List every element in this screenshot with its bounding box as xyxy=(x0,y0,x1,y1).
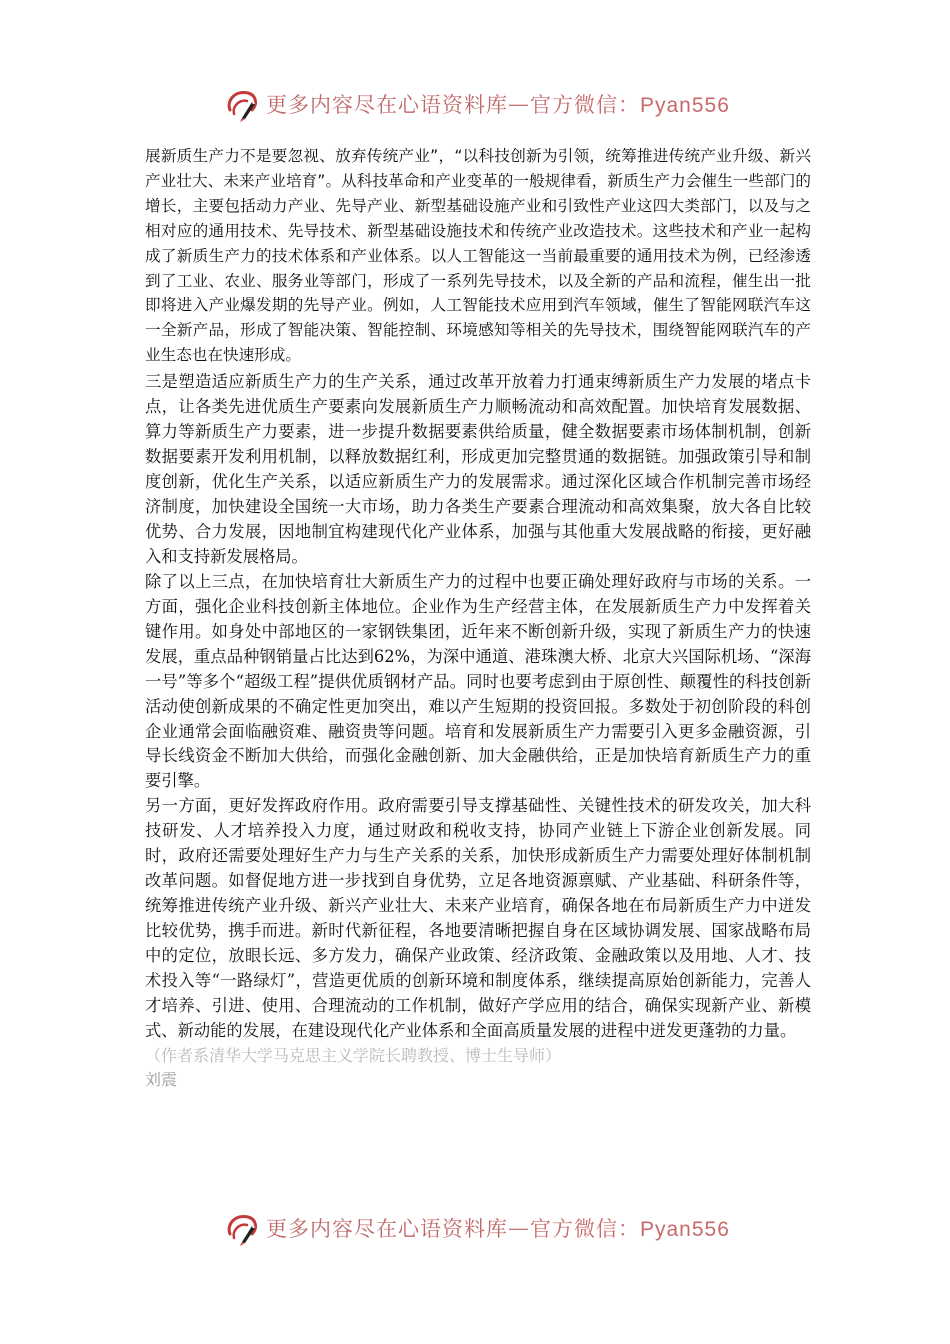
paragraph-continued: 展新质生产力不是要忽视、放弃传统产业”，“以科技创新为引领，统筹推进传统产业升级、新兴产业壮大、未来产业培育”。从科技革命和产业变革的一般规律看，新质生产力会催生一些部门的增长，主要包括动力产业、先导产业、新型基础设施产业和引致性产业这四大类部门，以及与之相对应的通用技术、先导技术、新型基础设施技术和传统产业改造技术。这些技术和产业一起构成了新质生产力的技术体系和产业体系。以人工智能这一当前最重要的通用技术为例，已经渗透到了工业、农业、服务业等部门，形成了一系列先导技术，以及全新的产品和流程，催生出一批即将进入产业爆发期的先导产业。例如，人工智能技术应用到汽车领域，催生了智能网联汽车这一全新产品，形成了智能决策、智能控制、环境感知等相关的先导技术，围绕智能网联汽车的产业生态也在快速形成。 xyxy=(145,147,811,365)
banner-separator: — xyxy=(508,92,530,116)
brand-text: 更多内容尽在心语资料库 xyxy=(266,1217,508,1241)
wechat-contact: 官方微信：Pyan556 xyxy=(530,94,730,117)
paragraph-government-market: 除了以上三点，在加快培育壮大新质生产力的过程中也要正确处理好政府与市场的关系。一方面，强化企业科技创新主体地位。企业作为生产经营主体，在发展新质生产力中发挥着关键作用。如身处中部地区的一家钢铁集团，近年来不断创新升级，实现了新质生产力的快速发展，重点品种钢销量占比达到62%，为深中通道、港珠澳大桥、北京大兴国际机场、“深海一号”等多个“超级工程”提供优质钢材产品。同时也要考虑到由于原创性、颠覆性的科技创新活动使创新成果的不确定性更加突出，难以产生短期的投资回报。多数处于初创阶段的科创企业通常会面临融资难、融资贵等问题。培育和发展新质生产力需要引入更多金融资源，引导长线资金不断加大供给，而强化金融创新、加大金融供给，正是加快培育新质生产力的重要引擎。 xyxy=(145,571,811,791)
header-watermark-banner[interactable] xyxy=(222,82,730,126)
fountain-pen-swirl-icon xyxy=(222,84,262,124)
article-body xyxy=(145,144,811,1092)
brand-text: 更多内容尽在心语资料库 xyxy=(266,93,508,117)
footer-watermark-banner[interactable] xyxy=(222,1206,730,1250)
paragraph-production-relations: 三是塑造适应新质生产力的生产关系，通过改革开放着力打通束缚新质生产力发展的堵点卡点，让各类先进优质生产要素向发展新质生产力顺畅流动和高效配置。加快培育发展数据、算力等新质生产力要素，进一步提升数据要素供给质量，健全数据要素市场体制机制，创新数据要素开发利用机制，以释放数据红利，形成更加完整贯通的数据链。加强政策引导和制度创新，优化生产关系，以适应新质生产力的发展需求。通过深化区域合作机制完善市场经济制度，加快建设全国统一大市场，助力各类生产要素合理流动和高效集聚，放大各自比较优势、合力发展，因地制宜构建现代化产业体系，加强与其他重大发展战略的衔接，更好融入和支持新发展格局。 xyxy=(145,372,811,566)
wechat-contact: 官方微信：Pyan556 xyxy=(530,1218,730,1241)
fountain-pen-swirl-icon xyxy=(222,1208,262,1248)
author-byline: （作者系清华大学马克思主义学院长聘教授、博士生导师） xyxy=(145,1045,562,1065)
paragraph-government-role: 另一方面，更好发挥政府作用。政府需要引导支撑基础性、关键性技术的研发攻关，加大科技研发、人才培养投入力度，通过财政和税收支持，协同产业链上下游企业创新发展。同时，政府还需要处理好生产力与生产关系的关系，加快形成新质生产力需要处理好体制机制改革问题。如督促地方进一步找到自身优势，立足各地资源禀赋、产业基础、科研条件等，统筹推进传统产业升级、新兴产业壮大、未来产业培育，确保各地在布局新质生产力中迸发比较优势，携手而进。新时代新征程，各地要清晰把握自身在区域协调发展、国家战略布局中的定位，放眼长远、多方发力，确保产业政策、经济政策、金融政策以及用地、人才、技术投入等“一路绿灯”，营造更优质的创新环境和制度体系，继续提高原始创新能力，完善人才培养、引进、使用、合理流动的工作机制，做好产学应用的结合，确保实现新产业、新模式、新动能的发展，在建设现代化产业体系和全面高质量发展的进程中迸发更蓬勃的力量。 xyxy=(145,796,811,1040)
banner-separator: — xyxy=(508,1216,530,1240)
author-name: 刘震 xyxy=(145,1069,178,1089)
